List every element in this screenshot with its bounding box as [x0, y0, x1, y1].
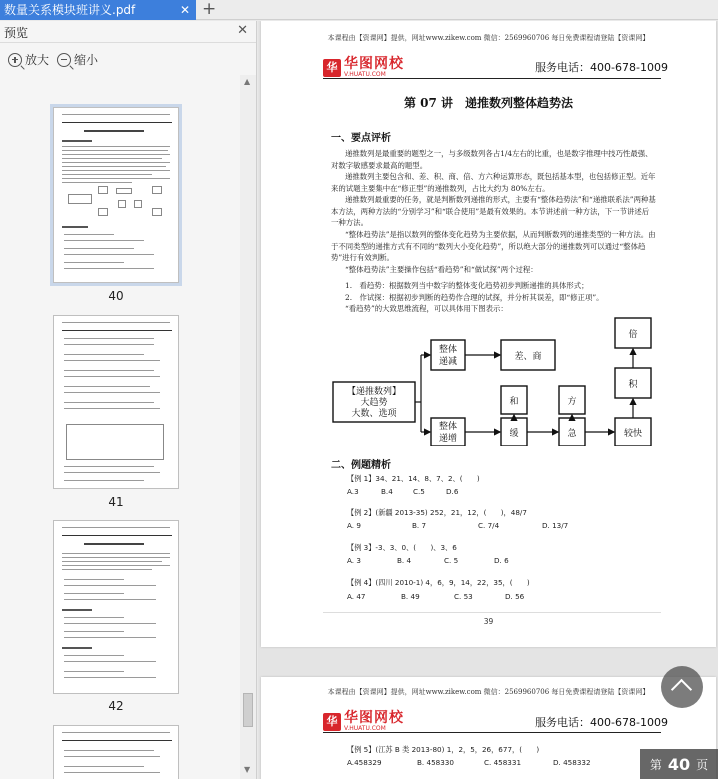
- list-item: 1. 看趋势：根据数列当中数字的整体变化趋势初步判断递推的具体形式；: [345, 281, 589, 290]
- page-indicator-unit: 页: [696, 757, 709, 772]
- service-phone: 服务电话：400-678-1009: [535, 61, 668, 74]
- tab-bar: [0, 0, 718, 20]
- pdf-page: [261, 21, 716, 647]
- example-option: A. 3: [347, 556, 361, 565]
- example-option: D. 56: [505, 592, 525, 601]
- logo-name: 华图网校: [344, 710, 404, 726]
- diagram-main-line1: 【递推数列】: [346, 387, 402, 397]
- paragraph: 递推数列是最重要的题型之一，与多级数列各占1/4左右的比重，也是数字推理中技巧性最强、对数字敏感要求最高的题型。: [331, 149, 653, 170]
- thumbnail-page-41[interactable]: [53, 315, 179, 489]
- example-option: C. 53: [454, 592, 473, 601]
- page-indicator: [640, 749, 718, 779]
- zoom-out-label: 缩小: [74, 53, 99, 67]
- diagram-times: 倍: [628, 330, 638, 340]
- list-item: 2. 作试探：根据初步判断的趋势作合理的试探，并分析其误差，即“修正项”。: [345, 293, 604, 302]
- example-option: A.3: [347, 487, 359, 496]
- example-option: C. 7/4: [478, 521, 500, 530]
- example-option: B. 7: [412, 521, 427, 530]
- diagram-main-line2: 大趋势: [360, 398, 388, 408]
- diagram-fast: 急: [567, 429, 577, 439]
- page-number: 39: [483, 617, 494, 626]
- scrollbar-thumb[interactable]: [243, 693, 253, 727]
- example-option: D. 458332: [553, 758, 591, 767]
- header-divider: [323, 732, 661, 733]
- logo-name: 华图网校: [344, 56, 404, 72]
- example-option: C.5: [413, 487, 425, 496]
- footer-divider: [323, 612, 661, 613]
- zoom-out-button[interactable]: [57, 51, 98, 68]
- close-icon[interactable]: ✕: [237, 23, 248, 38]
- example-option: B. 458330: [417, 758, 454, 767]
- example-question: 【例 2】(新疆 2013-35) 252，21，12，( )，48/7: [347, 508, 527, 517]
- tab-document[interactable]: [0, 0, 196, 20]
- thumbnail-page-40[interactable]: [53, 107, 179, 283]
- service-phone: 服务电话：400-678-1009: [535, 716, 668, 729]
- example-option: C. 458331: [484, 758, 522, 767]
- diagram-product: 积: [628, 380, 638, 390]
- tab-title: 数量关系模块班讲义.pdf: [4, 3, 136, 17]
- close-icon[interactable]: ✕: [179, 3, 190, 17]
- current-page-number: 40: [667, 754, 691, 774]
- example-option: A. 9: [347, 521, 361, 530]
- zoom-in-label: 放大: [25, 53, 50, 67]
- example-option: A.458329: [347, 758, 382, 767]
- example-question: 【例 1】34、21、14、8、7、2、( ): [347, 474, 480, 483]
- logo-icon: 华: [323, 59, 341, 77]
- diagram-faster: 较快: [623, 429, 643, 439]
- zoom-in-icon: [8, 53, 22, 67]
- thumbnail-page-42[interactable]: [53, 520, 179, 694]
- logo-url: V.HUATU.COM: [344, 71, 386, 78]
- example-question: 【例 3】-3、3、0、( )、3、6: [347, 543, 457, 552]
- example-option: A. 47: [347, 592, 366, 601]
- diagram-sub-div: 差、商: [514, 352, 542, 362]
- thumbnail-label-40: 40: [108, 289, 124, 303]
- diagram-inc-line1: 整体: [438, 422, 458, 432]
- diagram-sum: 和: [509, 397, 519, 407]
- example-option: D. 6: [494, 556, 509, 565]
- diagram-dec-line2: 递减: [438, 357, 458, 367]
- thumbnail-page-43[interactable]: [53, 725, 179, 779]
- example-option: D. 13/7: [542, 521, 569, 530]
- example-option: D.6: [446, 487, 459, 496]
- diagram-power: 方: [567, 397, 577, 407]
- diagram-dec-line1: 整体: [438, 345, 458, 355]
- scroll-up-icon[interactable]: ▲: [244, 77, 251, 86]
- scroll-down-icon[interactable]: ▼: [244, 765, 251, 774]
- header-divider: [323, 78, 661, 79]
- lecture-title: 第 07 讲 递推数列整体趋势法: [403, 96, 574, 110]
- logo-url: V.HUATU.COM: [344, 725, 386, 732]
- paragraph: 递推数列主要包含和、差、积、商、倍、方六种运算形态，既包括基本型，也包括修正型。近年来的试题主要集中在“修正型”的递推数列，占比大约为 80%左右。: [331, 172, 656, 193]
- diagram-inc-line2: 递增: [438, 434, 458, 444]
- example-option: B. 49: [401, 592, 420, 601]
- brand-logo: [323, 711, 404, 732]
- trend-flow-diagram: [331, 316, 656, 446]
- example-question: 【例 4】(四川 2010-1) 4，6，9，14，22，35，( ): [347, 578, 530, 587]
- brand-logo: [323, 57, 404, 78]
- paragraph: “整体趋势法”是指以数列的整体变化趋势为主要依据，从而判断数列的递推类型的一种方法。由于不同类型的递推方式有不同的“数列大小变化趋势”，所以绝大部分的递推数列可以通过“整体趋势”进行有效判断。: [331, 230, 656, 263]
- document-viewer[interactable]: [258, 21, 718, 779]
- paragraph: 递推数列最重要的任务，就是判断数列递推的形式，主要有“整体趋势法”和“递推联系法”两种基本方法，两种方法的“分别学习”和“联合使用”是最有效果的。本节讲述前一种方法，下一节讲述后一种方法。: [331, 195, 656, 228]
- thumbnail-list: [0, 75, 238, 779]
- thumbnail-label-42: 42: [108, 699, 124, 713]
- paragraph: “看趋势”的大致思维流程，可以具体用下图表示：: [345, 304, 508, 313]
- zoom-out-icon: [57, 53, 71, 67]
- zoom-in-button[interactable]: [8, 51, 49, 68]
- example-option: B.4: [381, 487, 393, 496]
- section-heading: 一、要点评析: [331, 133, 391, 144]
- page-indicator-prefix: 第: [649, 757, 662, 772]
- example-option: C. 5: [444, 556, 459, 565]
- preview-sidebar: [0, 21, 257, 779]
- source-line: 本课程由【资课网】提供，网址www.zikew.com 微信：2569960706 每日免费课程请登陆【资课网】: [327, 34, 650, 42]
- section-heading: 二、例题精析: [331, 460, 391, 471]
- logo-icon: 华: [323, 713, 341, 731]
- source-line: 本课程由【资课网】提供，网址www.zikew.com 微信：2569960706 每日免费课程请登陆【资课网】: [327, 688, 650, 696]
- example-question: 【例 5】(江苏 B 类 2013-80) 1，2，5，26，677，( ): [347, 745, 540, 754]
- thumbnail-label-41: 41: [108, 495, 124, 509]
- paragraph: “整体趋势法”主要操作包括“看趋势”和“做试探”两个过程：: [345, 265, 538, 274]
- sidebar-header: [0, 21, 256, 43]
- example-option: B. 4: [397, 556, 412, 565]
- add-tab-icon[interactable]: +: [202, 0, 217, 19]
- sidebar-scrollbar[interactable]: [240, 75, 256, 779]
- zoom-toolbar: [0, 44, 256, 74]
- diagram-main-line3: 大数、选项: [351, 409, 397, 419]
- diagram-slow: 缓: [509, 429, 519, 439]
- scroll-to-top-button[interactable]: [661, 666, 703, 708]
- sidebar-title: 预览: [4, 26, 29, 40]
